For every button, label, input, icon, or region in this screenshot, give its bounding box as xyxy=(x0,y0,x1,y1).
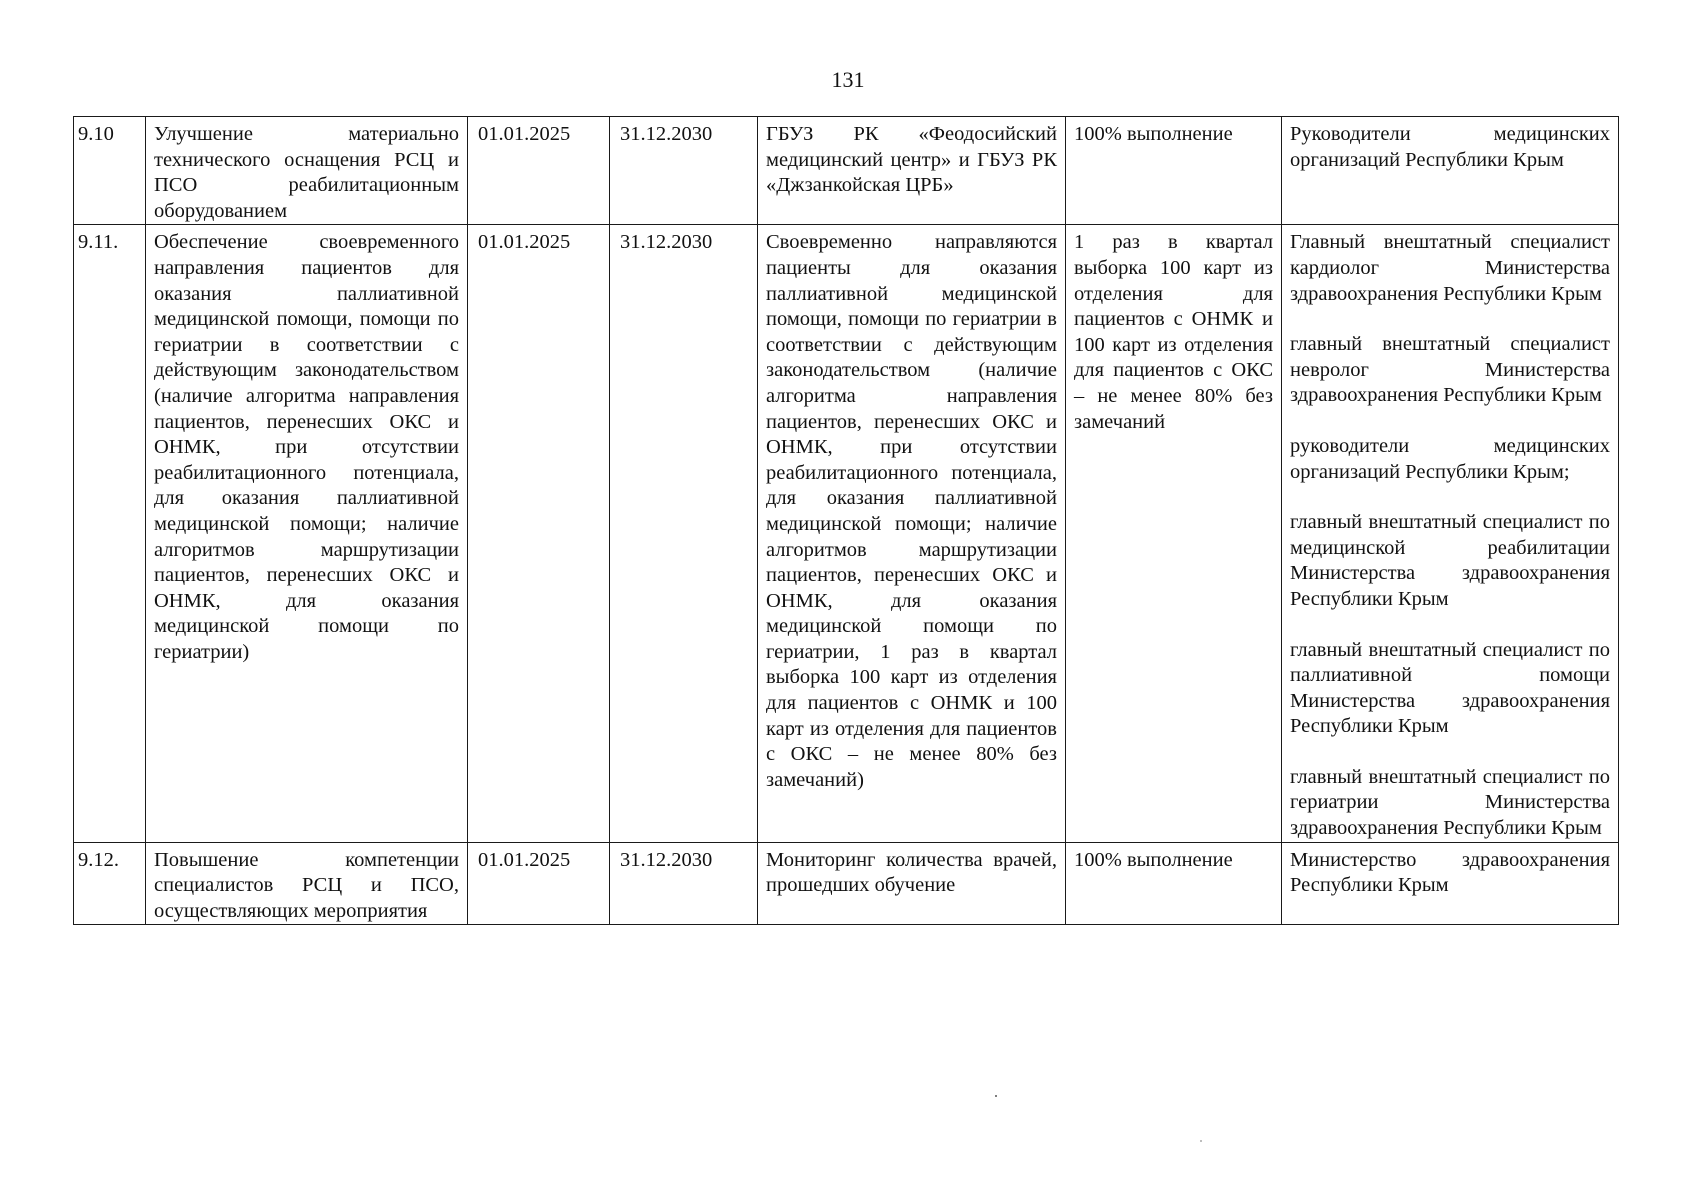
responsible-entry: руководители медицинских организаций Республики Крым; xyxy=(1290,434,1610,483)
responsible-cell xyxy=(1282,225,1619,842)
result-cell: Мониторинг количества врачей, прошедших обучение xyxy=(758,842,1066,925)
row-number: 9.10 xyxy=(74,117,146,225)
indicator-cell: 1 раз в квартал выборка 100 карт из отделения для пациентов с ОНМК и 100 карт из отделения для пациентов с ОКС – не менее 80% без замечаний xyxy=(1066,225,1282,842)
responsible-entry: главный внештатный специалист невролог Министерства здравоохранения Республики Крым xyxy=(1290,333,1610,407)
table-row xyxy=(74,117,1619,225)
measure-cell: Повышение компетенции специалистов РСЦ и ПСО, осуществляющих мероприятия xyxy=(146,842,468,925)
measure-cell: Улучшение материально технического оснащения РСЦ и ПСО реабилитационным оборудованием xyxy=(146,117,468,225)
responsible-entry: Руководители медицинских организаций Республики Крым xyxy=(1290,123,1610,171)
start-date-cell: 01.01.2025 xyxy=(468,225,610,842)
result-cell: ГБУЗ РК «Феодосийский медицинский центр» и ГБУЗ РК «Джзанкойская ЦРБ» xyxy=(758,117,1066,225)
measure-cell: Обеспечение своевременного направления пациентов для оказания паллиативной медицинской помощи, помощи по гериатрии в соответствии с действующим законодательством (наличие алгоритма направления пациентов, перенесших ОКС и ОНМК, при отсутствии реабилитационного потенциала, для оказания паллиативной медицинской помощи; наличие алгоритмов маршрутизации пациентов, перенесших ОКС и ОНМК, для оказания медицинской помощи по гериатрии) xyxy=(146,225,468,842)
scan-speck xyxy=(995,1095,997,1097)
end-date-cell: 31.12.2030 xyxy=(610,117,758,225)
responsible-entry: главный внештатный специалист по медицинской реабилитации Министерства здравоохранения Республики Крым xyxy=(1290,511,1610,610)
indicator-cell: 100% выполнение xyxy=(1066,842,1282,925)
indicator-cell: 100% выполнение xyxy=(1066,117,1282,225)
responsible-cell xyxy=(1282,117,1619,225)
page-number: 131 xyxy=(831,67,865,92)
table-row xyxy=(74,842,1619,925)
row-number: 9.12. xyxy=(74,842,146,925)
responsible-cell xyxy=(1282,842,1619,925)
responsible-entry: главный внештатный специалист по гериатрии Министерства здравоохранения Республики Крым xyxy=(1290,765,1610,840)
responsible-entry: Министерство здравоохранения Республики Крым xyxy=(1290,848,1610,897)
table-row xyxy=(74,225,1619,842)
start-date-cell: 01.01.2025 xyxy=(468,117,610,225)
end-date-cell: 31.12.2030 xyxy=(610,842,758,925)
scan-speck xyxy=(1200,1140,1202,1142)
row-number: 9.11. xyxy=(74,225,146,842)
end-date-cell: 31.12.2030 xyxy=(610,225,758,842)
result-cell: Своевременно направляются пациенты для оказания паллиативной медицинской помощи, помощи по гериатрии в соответствии с действующим законодательством (наличие алгоритма направления пациентов, перенесших ОКС и ОНМК, при отсутствии реабилитационного потенциала, для оказания паллиативной медицинской помощи; наличие алгоритмов маршрутизации пациентов, перенесших ОКС и ОНМК, для оказания медицинской помощи по гериатрии, 1 раз в квартал выборка 100 карт из отделения для пациентов с ОНМК и 100 карт из отделения для пациентов с ОКС – не менее 80% без замечаний) xyxy=(758,225,1066,842)
start-date-cell: 01.01.2025 xyxy=(468,842,610,925)
measures-table xyxy=(73,116,1619,925)
responsible-entry: главный внештатный специалист по паллиативной помощи Министерства здравоохранения Республики Крым xyxy=(1290,638,1610,738)
responsible-entry: Главный внештатный специалист кардиолог Министерства здравоохранения Республики Крым xyxy=(1290,231,1610,305)
